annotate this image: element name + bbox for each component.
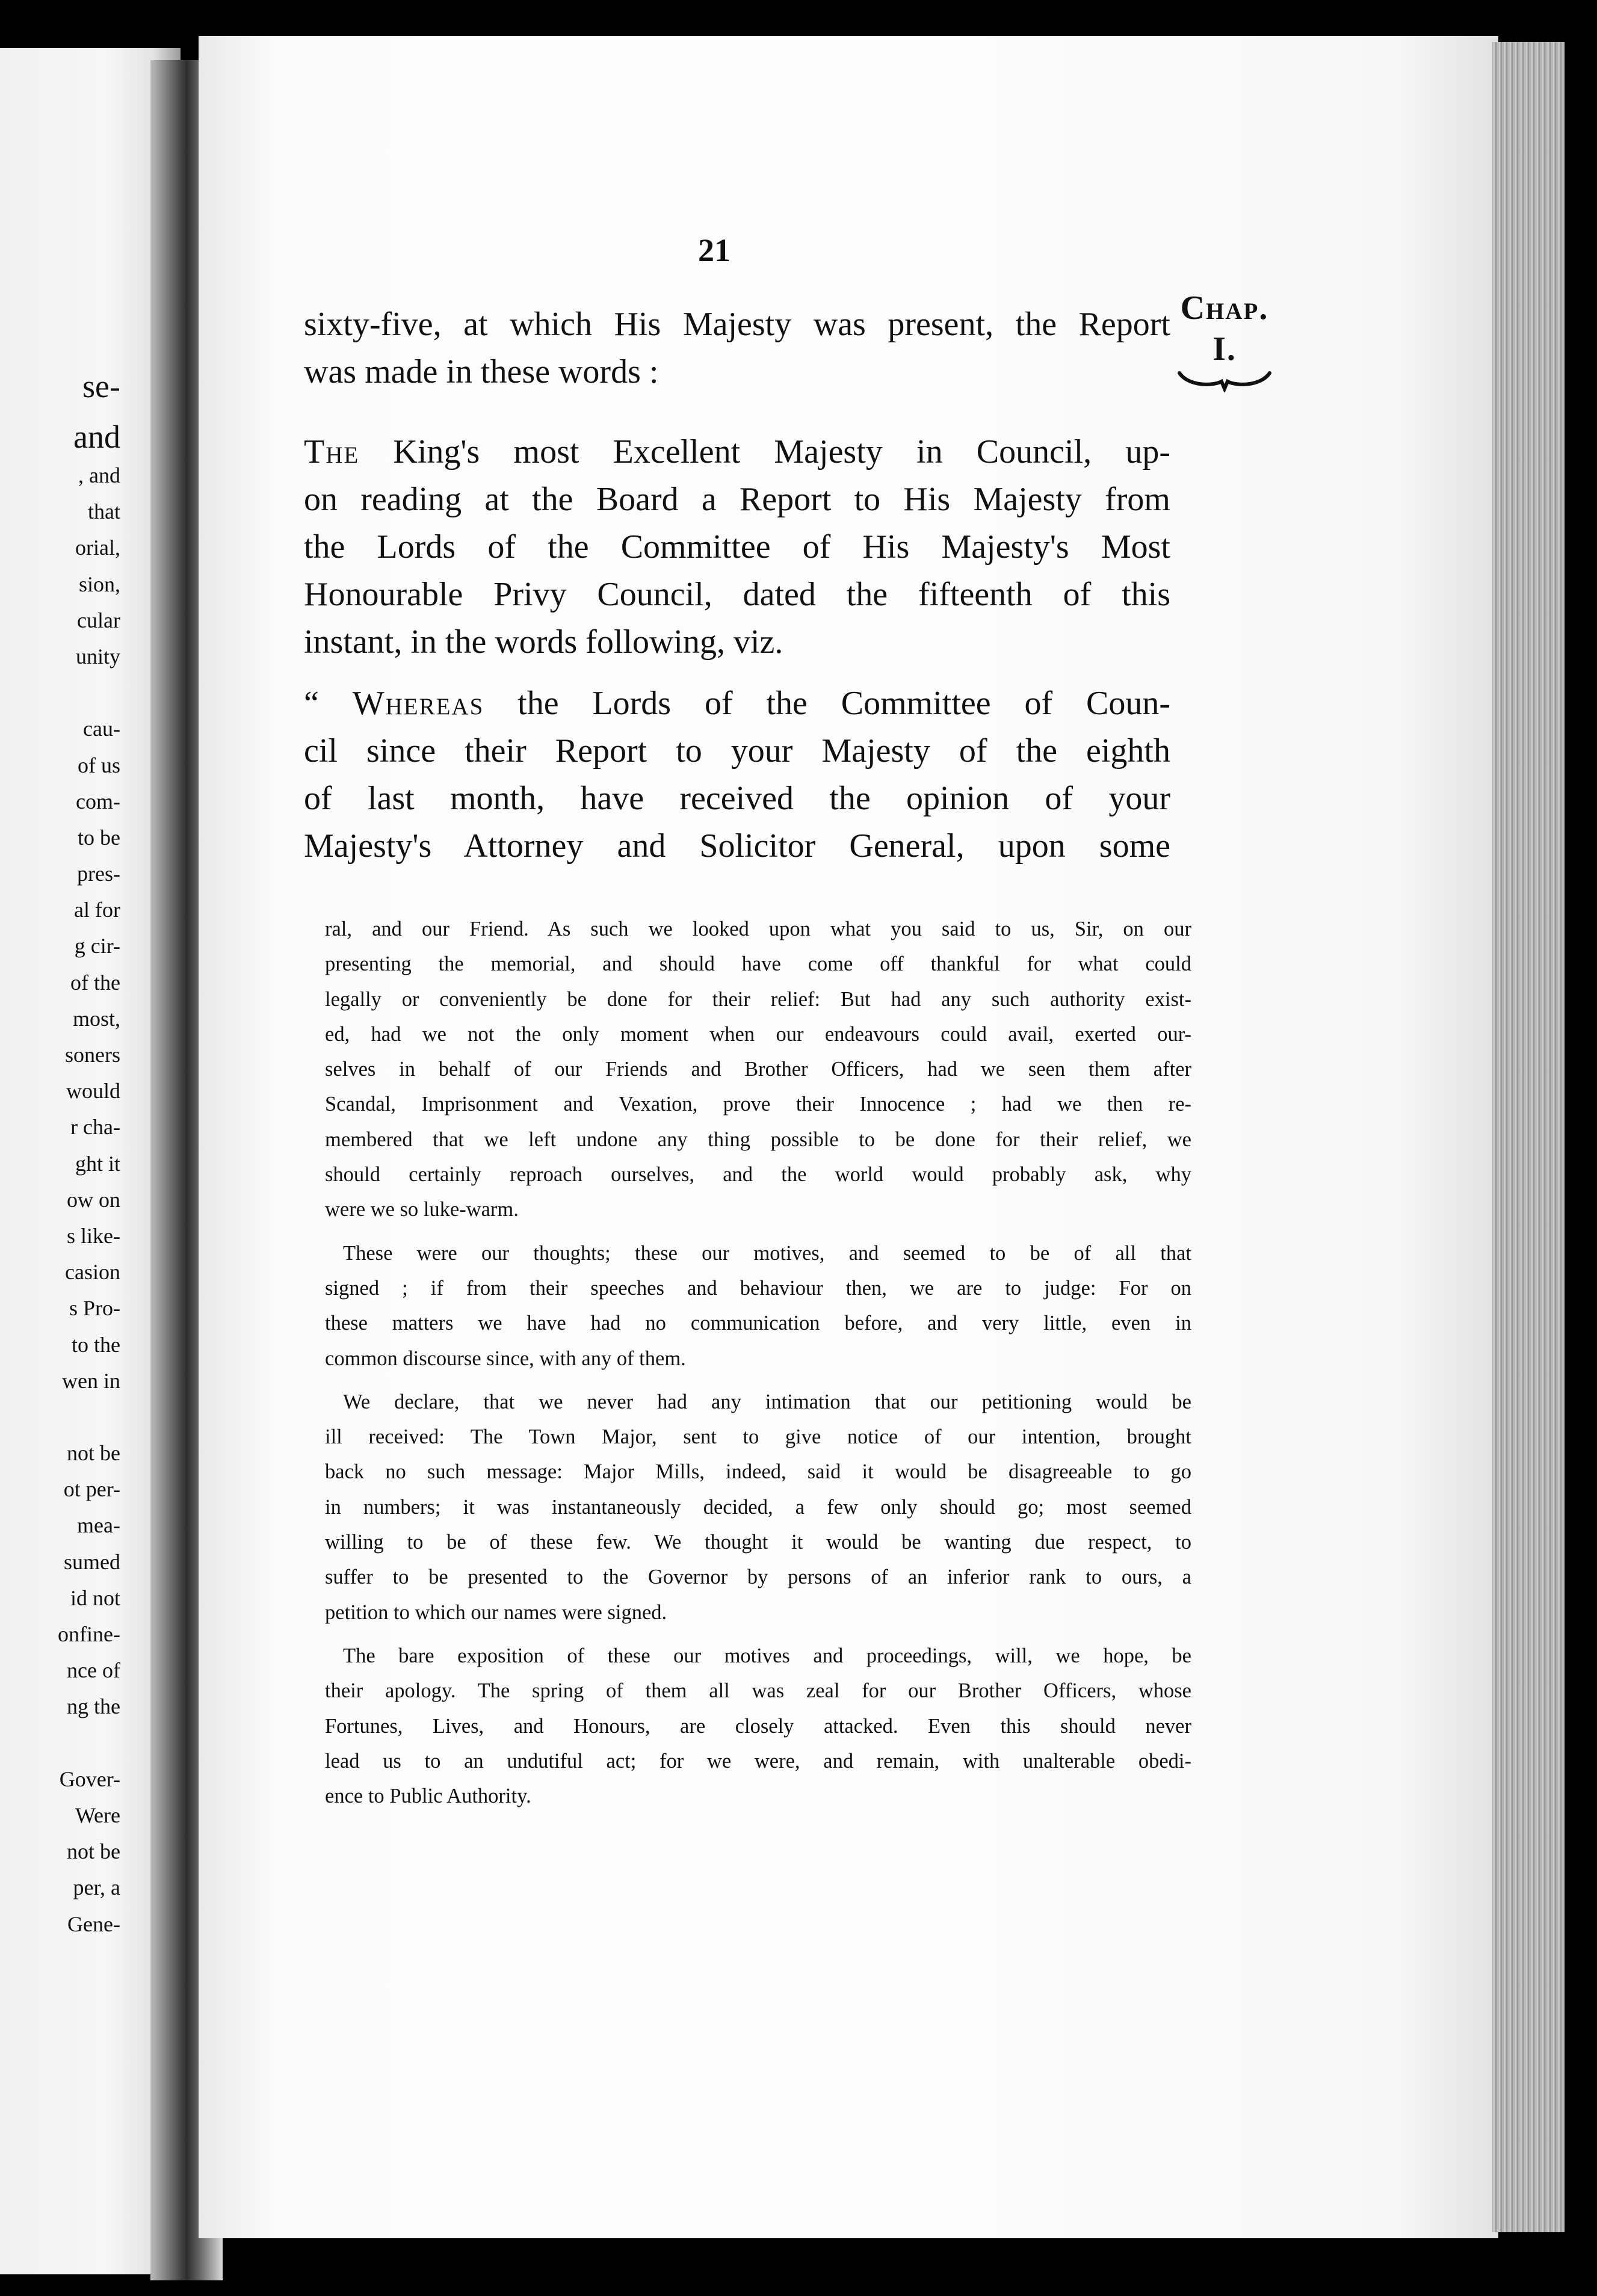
left-page-line: wen in <box>62 1368 120 1393</box>
text-line: King's most Excellent Majesty in Council, up- <box>359 433 1170 471</box>
left-page-line: g cir- <box>74 934 120 958</box>
left-page-word: se- <box>82 368 120 404</box>
footnote-line: Scandal, Imprisonment and Vexation, prove their Innocence ; had we then re- <box>325 1093 1191 1116</box>
left-page-line: most, <box>72 1006 120 1031</box>
footnote-line: in numbers; it was instantaneously decided, a few only should go; most seemed <box>325 1495 1191 1519</box>
paragraph-gap <box>325 1630 1191 1638</box>
footnote-line: willing to be of these few. We thought it would be wanting due respect, to <box>325 1531 1191 1554</box>
footnote-line: ed, had we not the only moment when our endeavours could avail, exerted our- <box>325 1022 1191 1046</box>
left-page-line: Were <box>75 1803 120 1827</box>
left-page-line: soners <box>65 1043 120 1067</box>
paragraph-3 <box>304 680 1170 870</box>
text-line: Majesty's Attorney and Solicitor General, upon some <box>304 827 1170 865</box>
left-page-line: cular <box>77 608 120 632</box>
chapter-label: Chap. <box>1180 289 1269 327</box>
left-page-line: to be <box>78 825 120 850</box>
left-page-line: pres- <box>77 862 120 886</box>
paragraph-1 <box>304 301 1170 396</box>
left-page-line: to the <box>72 1332 120 1357</box>
footnote <box>325 912 1191 1813</box>
footnote-line: ence to Public Authority. <box>325 1785 531 1808</box>
left-page-line: , and <box>78 463 120 487</box>
footnote-line: signed ; if from their speeches and behaviour then, we are to judge: For on <box>325 1276 1191 1300</box>
footnote-line: selves in behalf of our Friends and Brother Officers, had we seen them after <box>325 1058 1191 1081</box>
footnote-line: The bare exposition of these our motives and proceedings, will, we hope, be <box>343 1644 1191 1667</box>
left-page-line: id not <box>70 1585 120 1610</box>
left-page-line: ght it <box>75 1151 120 1176</box>
left-page-line: would <box>66 1079 120 1103</box>
text-line: of last month, have received the opinion of your <box>304 780 1170 817</box>
text-line: cil since their Report to your Majesty of the eighth <box>304 732 1170 770</box>
footnote-line: petition to which our names were signed. <box>325 1600 667 1624</box>
left-page-line <box>0 1725 120 1761</box>
left-page-line: sumed <box>64 1549 120 1574</box>
lead-word: The <box>304 433 360 471</box>
footnote-line: legally or conveniently be done for their relief: But had any such authority exist- <box>325 987 1191 1011</box>
left-page-line: per, a <box>73 1875 120 1900</box>
left-page-line: cau- <box>83 717 120 741</box>
left-page-line: not be <box>67 1441 120 1466</box>
paragraph-2 <box>304 428 1170 666</box>
text-line: Honourable Privy Council, dated the fifteenth of this <box>304 576 1170 613</box>
left-page-line: of the <box>70 970 120 995</box>
left-page-line: onfine- <box>58 1622 120 1646</box>
footnote-line: membered that we left undone any thing possible to be done for their relief, we <box>325 1128 1191 1151</box>
footnote-line: lead us to an undutiful act; for we were, and remain, with unalterable obedi- <box>325 1749 1191 1773</box>
footnote-line: these matters we have had no communication before, and very little, even in <box>325 1312 1191 1335</box>
left-page-line: mea- <box>77 1513 120 1538</box>
left-page-line: ow on <box>67 1187 120 1212</box>
footnote-line: back no such message: Major Mills, indeed, said it would be disagreeable to go <box>325 1460 1191 1484</box>
chapter-number: I. <box>1212 330 1237 368</box>
left-page-line: Gene- <box>67 1912 120 1936</box>
left-page-line: not be <box>67 1839 120 1864</box>
text-line: the Lords of the Committee of Coun- <box>484 685 1170 722</box>
paragraph-gap <box>325 1227 1191 1236</box>
left-page-word: and <box>73 419 120 455</box>
footnote-line: These were our thoughts; these our motives, and seemed to be of all that <box>343 1241 1191 1265</box>
left-page-line: ot per- <box>63 1477 120 1502</box>
left-page-line: unity <box>75 644 120 668</box>
text-line: on reading at the Board a Report to His Majesty from <box>304 481 1170 518</box>
left-page-line: com- <box>76 789 120 813</box>
footnote-line: We declare, that we never had any intimation that our petitioning would be <box>343 1390 1191 1413</box>
paragraph-gap <box>325 1376 1191 1384</box>
left-page-line: of us <box>78 753 120 777</box>
text-line: instant, in the words following, viz. <box>304 623 783 661</box>
text-line: sixty-five, at which His Majesty was present, the Report <box>304 306 1170 343</box>
footnote-line: suffer to be presented to the Governor by persons of an inferior rank to ours, a <box>325 1566 1191 1589</box>
text-line: was made in these words : <box>304 353 659 390</box>
margin-heading <box>1164 289 1285 392</box>
left-page-line: r cha- <box>70 1115 120 1140</box>
left-page-line: sion, <box>78 572 120 596</box>
left-page-top-words <box>0 361 120 462</box>
left-page-line: that <box>88 499 120 524</box>
footnote-line: ral, and our Friend. As such we looked upon what you said to us, Sir, on our <box>325 918 1191 940</box>
footnote-line: Fortunes, Lives, and Honours, are closely attacked. Even this should never <box>325 1714 1191 1738</box>
left-page-line: ng the <box>67 1694 120 1719</box>
text-line: the Lords of the Committee of His Majesty's Most <box>304 528 1170 566</box>
left-page-line: al for <box>74 898 120 922</box>
footnote-line: their apology. The spring of them all was zeal for our Brother Officers, whose <box>325 1679 1191 1703</box>
footnote-line: ill received: The Town Major, sent to give notice of our intention, brought <box>325 1425 1191 1449</box>
left-page-line: s like- <box>67 1223 120 1248</box>
left-page-line: nce of <box>67 1658 120 1683</box>
left-page-line: s Pro- <box>69 1296 120 1321</box>
footnote-line: were we so luke-warm. <box>325 1198 519 1221</box>
page-edge <box>1492 42 1565 2232</box>
left-page-line: casion <box>65 1260 120 1285</box>
left-page-line <box>0 674 120 711</box>
open-quote: “ <box>304 685 353 722</box>
left-page-line: orial, <box>75 535 120 560</box>
footnote-line: common discourse since, with any of them. <box>325 1347 686 1370</box>
left-page-line <box>0 1399 120 1435</box>
left-page-lines <box>0 457 120 1942</box>
page-number: 21 <box>698 232 731 268</box>
footnote-line: presenting the memorial, and should have come off thankful for what could <box>325 952 1191 976</box>
brace-ornament-icon <box>1176 368 1273 392</box>
footnote-line: should certainly reproach ourselves, and the world would probably ask, why <box>325 1163 1191 1187</box>
left-page-line: Gover- <box>59 1767 120 1791</box>
lead-word: Whereas <box>352 685 484 722</box>
